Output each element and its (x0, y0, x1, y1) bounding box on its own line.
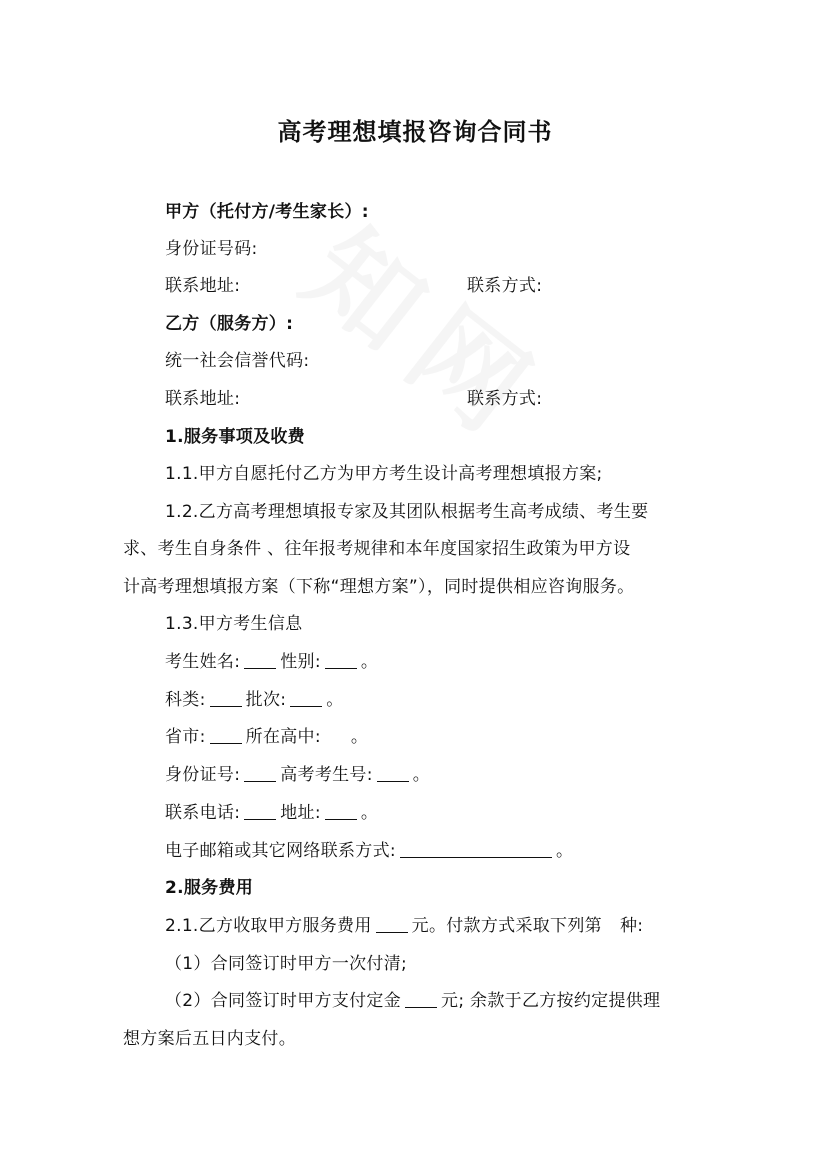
addr-blank (325, 801, 357, 820)
deposit-blank (405, 989, 437, 1008)
idno-label: 身份证号: (165, 765, 241, 785)
subject-row (165, 688, 344, 712)
idno-blank (244, 763, 276, 782)
payment-choice-suffix: 种: (619, 916, 644, 936)
name-blank (244, 650, 276, 669)
school-label: 所在高中: (245, 727, 321, 747)
balance-label: 元; 余款于乙方按约定提供理 (441, 991, 661, 1011)
name-label: 考生姓名: (165, 652, 241, 672)
section1-heading: 1.服务事项及收费 (165, 427, 305, 447)
period: 。 (326, 690, 344, 710)
party-b-address-label: 联系地址: (165, 389, 241, 409)
deposit-label: （2）合同签订时甲方支付定金 (165, 991, 402, 1011)
fee-blank (376, 914, 408, 933)
payment-method-label: 元。付款方式采取下列第 (411, 916, 602, 936)
subject-label: 科类: (165, 690, 206, 710)
option1: （1）合同签订时甲方一次付清; (165, 954, 408, 974)
email-row (165, 839, 573, 863)
party-b-heading: 乙方（服务方）: (165, 314, 294, 334)
party-a-address-row (165, 274, 765, 298)
section1-item2-line3: 计高考理想填报方案（下称“理想方案”），同时提供相应咨询服务。 (123, 577, 635, 597)
fee-label: 2.1.乙方收取甲方服务费用 (165, 916, 372, 936)
batch-blank (290, 688, 322, 707)
watermark (279, 187, 581, 472)
province-blank (210, 725, 242, 744)
phone-blank (244, 801, 276, 820)
period: 。 (360, 652, 379, 672)
section1-item3: 1.3.甲方考生信息 (165, 614, 303, 634)
batch-label: 批次: (245, 690, 287, 710)
subject-blank (210, 688, 242, 707)
party-a-address-label: 联系地址: (165, 276, 241, 296)
period: 。 (555, 841, 574, 861)
gender-blank (325, 650, 357, 669)
section1-item2-line1: 1.2.乙方高考理想填报专家及其团队根据考生高考成绩、考生要 (165, 502, 649, 522)
phone-row (165, 801, 378, 825)
document-title: 高考理想填报咨询合同书 (277, 118, 553, 146)
section1-item2-line2: 求、考生自身条件 、往年报考规律和本年度国家招生政策为甲方设 (123, 539, 631, 559)
gender-label: 性别: (280, 652, 321, 672)
email-blank (400, 839, 552, 858)
exam-no-label: 高考考生号: (280, 765, 373, 785)
period: 。 (350, 727, 369, 747)
section2-item1 (165, 914, 643, 938)
student-name-row (165, 650, 378, 674)
party-a-id-label: 身份证号码: (165, 239, 258, 259)
party-b-credit-label: 统一社会信誉代码: (165, 351, 310, 371)
period: 。 (412, 765, 431, 785)
addr-label: 地址: (280, 803, 321, 823)
section1-item1: 1.1.甲方自愿托付乙方为甲方考生设计高考理想填报方案; (165, 464, 603, 484)
section2-heading: 2.服务费用 (165, 878, 254, 898)
option2-line2: 想方案后五日内支付。 (123, 1029, 296, 1049)
period: 。 (360, 803, 379, 823)
option2-line1 (165, 989, 660, 1013)
province-label: 省市: (165, 727, 206, 747)
party-b-contact-label: 联系方式: (467, 389, 543, 409)
email-label: 电子邮箱或其它网络联系方式: (165, 841, 396, 861)
exam-no-blank (377, 763, 409, 782)
party-b-address-row (165, 387, 765, 411)
party-a-contact-label: 联系方式: (467, 276, 543, 296)
province-row (165, 725, 368, 749)
party-a-heading: 甲方（托付方/考生家长）: (165, 202, 369, 222)
phone-label: 联系电话: (165, 803, 241, 823)
id-row (165, 763, 430, 787)
